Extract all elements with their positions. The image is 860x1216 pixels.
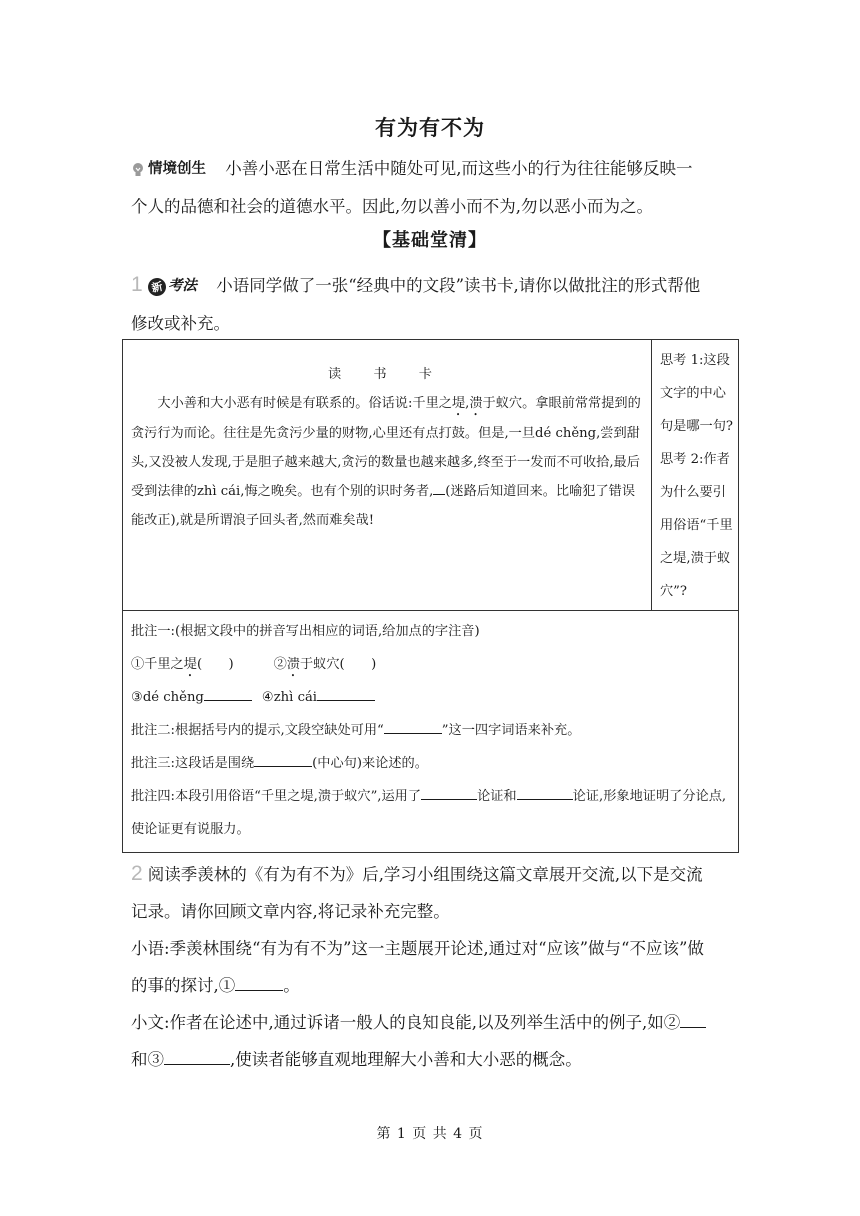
- answer-blank[interactable]: [517, 786, 573, 800]
- question-number: 1: [131, 273, 143, 296]
- intro-text-line2: 个人的品德和社会的道德水平。因此,勿以善小而不为,勿以恶小而为之。: [131, 197, 653, 216]
- new-method-tag: [148, 268, 197, 305]
- pinyin-de-cheng: dé chěng: [535, 426, 597, 441]
- side-note-1: 思考 1:这段文字的中心句是哪一句?: [660, 353, 734, 434]
- answer-blank[interactable]: [235, 974, 283, 992]
- card-paragraph: 大小善和大小恶有时候是有联系的。俗话说:千里之堤,溃于蚁穴。拿眼前常常提到的贪污行为而论。往往是先贪污少量的财物,心里还有点打鼓。但是,一旦dé chěng,尝到甜头,又没被人发现,于是胆子越来越大,贪污的数量也越来越多,终至于一发而不可收拾,最后受到法律的zhì cái,悔之晚矣。也有个别的识时务者, (迷路后知道回来。比喻犯了错误能改正),就是所谓浪子回头者,然而难矣哉!: [131, 396, 641, 528]
- reading-card-table: [122, 339, 739, 853]
- annotations-block: [123, 611, 739, 853]
- question-1: [131, 266, 741, 342]
- side-notes: [652, 340, 739, 611]
- annotation-4: 批注四:本段引用俗语“千里之堤,溃于蚁穴”,运用了 论证和 论证,形象地证明了分论点,使论证更有说服力。: [131, 780, 730, 846]
- annotation-3: 批注三:这段话是围绕 (中心句)来论述的。: [131, 747, 730, 780]
- answer-blank[interactable]: [317, 687, 375, 701]
- lightbulb-icon: [131, 162, 145, 178]
- new-badge: 新: [146, 276, 167, 297]
- answer-blank[interactable]: [384, 720, 442, 734]
- side-note-2: 思考 2:作者为什么要引用俗语“千里之堤,溃于蚁穴”?: [660, 452, 733, 599]
- annotation-1-items-a: ①千里之堤( ) ②溃于蚁穴( ): [131, 657, 377, 672]
- card-title: 读 书 卡: [328, 367, 446, 382]
- question-number: 2: [131, 862, 143, 885]
- intro-text-line1: 小善小恶在日常生活中随处可见,而这些小的行为往往能够反映一: [225, 159, 693, 178]
- annotation-1-items-b: ③dé chěng ④zhì cái: [131, 681, 730, 714]
- intro-badge: [131, 151, 206, 188]
- answer-blank[interactable]: [204, 687, 252, 701]
- question-2: [131, 855, 741, 1078]
- dotted-char: 堤: [451, 396, 466, 411]
- question-prompt-line2: 修改或补充。: [131, 314, 230, 333]
- answer-blank[interactable]: [164, 1048, 230, 1066]
- answer-blank[interactable]: [433, 481, 445, 495]
- intro-badge-label: 情境创生: [148, 161, 206, 177]
- question-prompt-line2: 记录。请你回顾文章内容,将记录补充完整。: [131, 902, 450, 921]
- annotation-2: 批注二:根据括号内的提示,文段空缺处可用“ ”这一四字词语来补充。: [131, 714, 730, 747]
- pinyin-zhi-cai: zhì cái: [196, 484, 241, 499]
- page-title: 有为有不为: [375, 115, 485, 140]
- question-prompt-line1: 阅读季羡林的《有为有不为》后,学习小组围绕这篇文章展开交流,以下是交流: [147, 865, 703, 884]
- xiaoyu-line2: 的事的探讨,① 。: [131, 967, 741, 1004]
- answer-blank[interactable]: [421, 786, 477, 800]
- tag-label: 考法: [167, 278, 197, 294]
- answer-blank[interactable]: [254, 753, 312, 767]
- section-heading: 【基础堂清】: [373, 230, 487, 251]
- reading-card-passage: [123, 340, 652, 611]
- annotation-1: 批注一:(根据文段中的拼音写出相应的词语,给加点的字注音): [131, 624, 480, 639]
- xiaoyu-line1: 小语:季羡林围绕“有为有不为”这一主题展开论述,通过对“应该”做与“不应该”做: [131, 939, 704, 958]
- xiaowen-line2: 和③ ,使读者能够直观地理解大小善和大小恶的概念。: [131, 1041, 741, 1078]
- xiaowen-line1: 小文:作者在论述中,通过诉诸一般人的良知良能,以及列举生活中的例子,如②: [131, 1004, 741, 1041]
- intro-block: [131, 150, 731, 225]
- question-prompt-line1: 小语同学做了一张“经典中的文段”读书卡,请你以做批注的形式帮他: [216, 276, 701, 295]
- answer-blank[interactable]: [680, 1011, 706, 1029]
- page-footer: 第 1 页 共 4 页: [376, 1126, 484, 1142]
- dotted-char: 溃: [469, 396, 483, 411]
